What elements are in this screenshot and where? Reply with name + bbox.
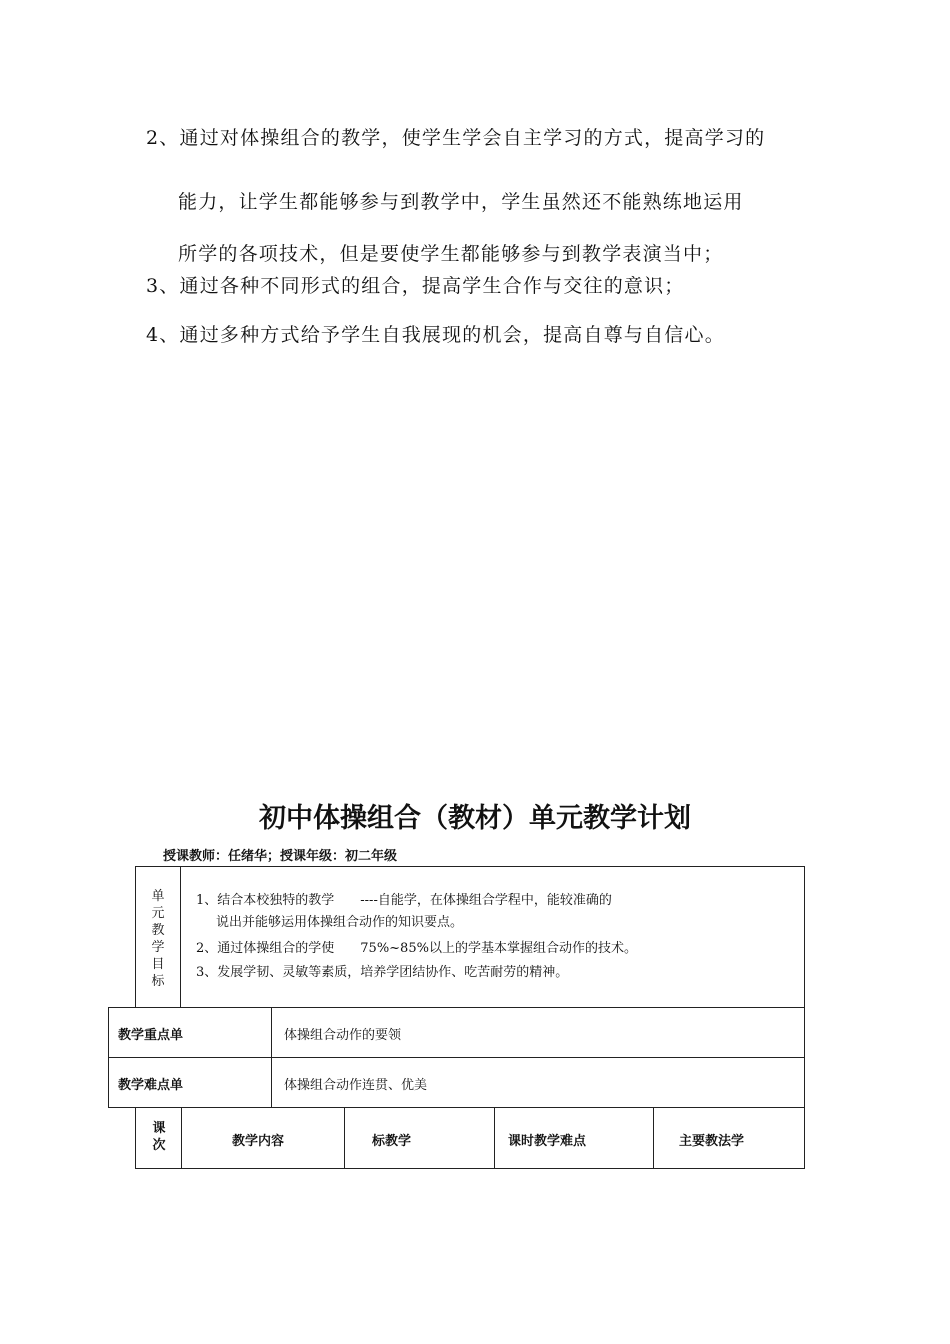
goal-1-line-2: 说出并能够运用体操组合动作的知识要点。: [216, 915, 464, 930]
col-divider-1: [181, 1107, 182, 1169]
col-lesson: 课次: [152, 1121, 166, 1153]
plan-title: 初中体操组合（教材）单元教学计划: [259, 803, 691, 834]
col-content: 教学内容: [232, 1134, 285, 1149]
col-difficulty: 课时教学难点: [508, 1134, 587, 1149]
goals-label: 单元教学目标: [151, 889, 165, 989]
paragraph-2-line-2: 能力，让学生都能够参与到教学中，学生虽然还不能熟练地运用: [178, 191, 744, 213]
key-point-value: 体操组合动作的要领: [284, 1028, 402, 1043]
paragraph-2-line-3: 所学的各项技术，但是要使学生都能够参与到教学表演当中；: [178, 243, 724, 265]
goals-content: [196, 890, 637, 983]
col-method: 主要教法学: [679, 1134, 745, 1149]
paragraph-4: 4、通过多种方式给予学生自我展现的机会，提高自尊与自信心。: [146, 324, 725, 346]
difficulty-value: 体操组合动作连贯、优美: [284, 1078, 428, 1093]
col-divider-4: [653, 1107, 654, 1169]
difficulty-divider: [271, 1057, 272, 1108]
difficulty-row: [108, 1057, 805, 1108]
key-point-divider: [271, 1007, 272, 1058]
col-divider-2: [344, 1107, 345, 1169]
goal-2: 2、通过体操组合的学使 75%~85%以上的学基本掌握组合动作的技术。: [196, 941, 637, 956]
goal-1-line-1: 1、结合本校独特的教学 ----自能学，在体操组合学程中，能较准确的: [196, 893, 612, 908]
goal-3: 3、发展学韧、灵敏等素质，培养学团结协作、吃苦耐劳的精神。: [196, 965, 569, 980]
paragraph-2-line-1: 2、通过对体操组合的教学，使学生学会自主学习的方式，提高学习的: [146, 127, 766, 149]
col-goal: 标教学: [372, 1134, 412, 1149]
key-point-row: [108, 1007, 805, 1058]
col-divider-3: [494, 1107, 495, 1169]
key-point-label: 教学重点单: [118, 1028, 184, 1043]
paragraph-2: [146, 124, 765, 280]
paragraph-3: 3、通过各种不同形式的组合，提高学生合作与交往的意识；: [146, 275, 685, 297]
plan-meta: 授课教师：任绪华；授课年级：初二年级: [163, 849, 398, 864]
difficulty-label: 教学难点单: [118, 1078, 184, 1093]
